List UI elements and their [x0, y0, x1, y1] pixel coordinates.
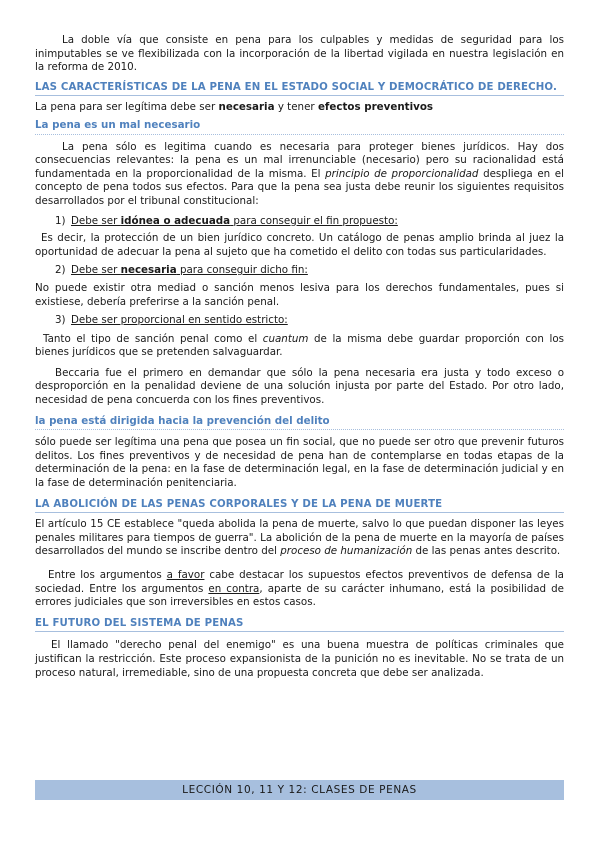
requirement-number: 3) [55, 314, 66, 327]
requirement-2-text: No puede existir otra mediad o sanción menos lesiva para los derechos fundamentales, pues si existiese, debería preferirse a la sanción penal. [35, 281, 564, 308]
requirement-2-heading [55, 264, 564, 278]
paragraph-text: , aparte de su carácter inhumano, está la posibilidad de errores judiciales que son irreversibles en estos casos. [35, 582, 565, 609]
requirement-3-heading [55, 314, 564, 328]
italic-principio: principio de proporcionalidad [325, 167, 479, 180]
paragraph-text: Tanto el tipo de sanción penal como el [43, 332, 263, 345]
paragraph-text: de la misma debe guardar proporción con los bienes jurídicos que se pretenden salvaguardar. [35, 332, 564, 359]
requirement-1-heading [55, 215, 564, 229]
section-heading-futuro: EL FUTURO DEL SISTEMA DE PENAS [35, 617, 564, 633]
subheading-prevencion: la pena está dirigida hacia la prevención del delito [35, 415, 564, 431]
paragraph-argumentos [35, 569, 564, 610]
underline-a-favor: a favor [166, 569, 205, 581]
italic-cuantum: cuantum [262, 332, 309, 345]
lead-sentence [35, 101, 564, 115]
document-page [35, 34, 564, 680]
requirement-bold: necesaria [120, 264, 177, 277]
requirement-text: Debe ser [71, 264, 121, 277]
lead-bold-efectos: efectos preventivos [317, 101, 434, 114]
requirement-title: Debe ser proporcional en sentido estricto: [71, 314, 288, 327]
requirement-text: para conseguir dicho fin: [176, 264, 308, 277]
intro-paragraph: La doble vía que consiste en pena para los culpables y medidas de seguridad para los inimputables se ve flexibilizada con la incorporación de la libertad vigilada en nuestra legislación en la reforma de 2010. [35, 34, 564, 74]
requirement-text: Debe ser [71, 214, 121, 227]
paragraph-text: de las penas antes descrito. [412, 545, 561, 558]
requirement-title [71, 264, 308, 276]
requirement-title [71, 215, 398, 227]
requirement-1-text: Es decir, la protección de un bien jurídico concreto. Un catálogo de penas amplio brinda al juez la oportunidad de adecuar la pena al sujeto que ha cometido el delito con todas sus particularidades. [35, 232, 564, 258]
requirement-text: para conseguir el fin propuesto: [230, 214, 398, 227]
requirement-number: 1) [55, 214, 66, 227]
footer-lesson-title: LECCIÓN 10, 11 Y 12: CLASES DE PENAS [35, 780, 564, 800]
italic-humanizacion: proceso de humanización [280, 545, 413, 558]
paragraph-mal-necesario [35, 141, 564, 209]
lead-text-a: La pena para ser legítima debe ser [35, 101, 219, 114]
paragraph-text: cabe destacar los supuestos efectos preventivos de defensa de la sociedad. Entre los argumentos [35, 569, 564, 595]
lead-text-c: y tener [274, 101, 318, 114]
paragraph-text: despliega en el concepto de pena todos sus efectos. Para que la pena sea justa debe reunir los siguientes requisitos desarrollados por el tribunal constitucional: [35, 167, 564, 207]
section-heading-abolicion: LA ABOLICIÓN DE LAS PENAS CORPORALES Y DE LA PENA DE MUERTE [35, 498, 564, 514]
section-heading-caracteristicas: LAS CARACTERÍSTICAS DE LA PENA EN EL ESTADO SOCIAL Y DEMOCRÁTICO DE DERECHO. [35, 81, 564, 97]
lead-bold-necesaria: necesaria [218, 101, 275, 114]
requirement-number: 2) [55, 264, 66, 277]
paragraph-beccaria: Beccaria fue el primero en demandar que sólo la pena necesaria era justa y todo exceso o desproporción en la penalidad deviene de una solución injusta por parte del Estado. Por otro lado, necesidad de pena concuerda con los fines preventivos. [35, 366, 564, 407]
requirement-3-text [35, 333, 564, 360]
paragraph-articulo-15 [35, 518, 564, 559]
underline-en-contra: en contra [208, 582, 260, 595]
subheading-mal-necesario: La pena es un mal necesario [35, 119, 564, 135]
paragraph-text: La pena sólo es legitima cuando es necesaria para proteger bienes jurídicos. Hay dos consecuencias relevantes: la pena es un mal irrenunciable (necesario) pero su racionalidad está fundamentada en la proporcionalidad de la misma. El [35, 140, 564, 180]
paragraph-text: El artículo 15 CE establece "queda abolida la pena de muerte, salvo lo que puedan disponer las leyes penales militares para tiempos de guerra". La abolición de la pena de muerte en la mayoría de países desarrollados del mundo se inscribe dentro del [35, 518, 564, 558]
paragraph-text: Entre los argumentos [48, 569, 167, 581]
paragraph-futuro: El llamado "derecho penal del enemigo" es una buena muestra de políticas criminales que justifican la restricción. Este proceso expansionista de la punición no es inevitable. No se trata de un proceso natural, irremediable, sino de una propuesta concreta que debe ser analizada. [35, 639, 564, 679]
requirement-bold: idónea o adecuada [120, 214, 231, 227]
paragraph-prevencion: sólo puede ser legítima una pena que posea un fin social, que no puede ser otro que prevenir futuros delitos. Los fines preventivos y de necesidad de pena han de contemplarse en todas etapas de la determinación de la pena: en la fase de determinación legal, en la fase de determinación judicial y en la fase de determinación penitenciaria. [35, 436, 564, 490]
